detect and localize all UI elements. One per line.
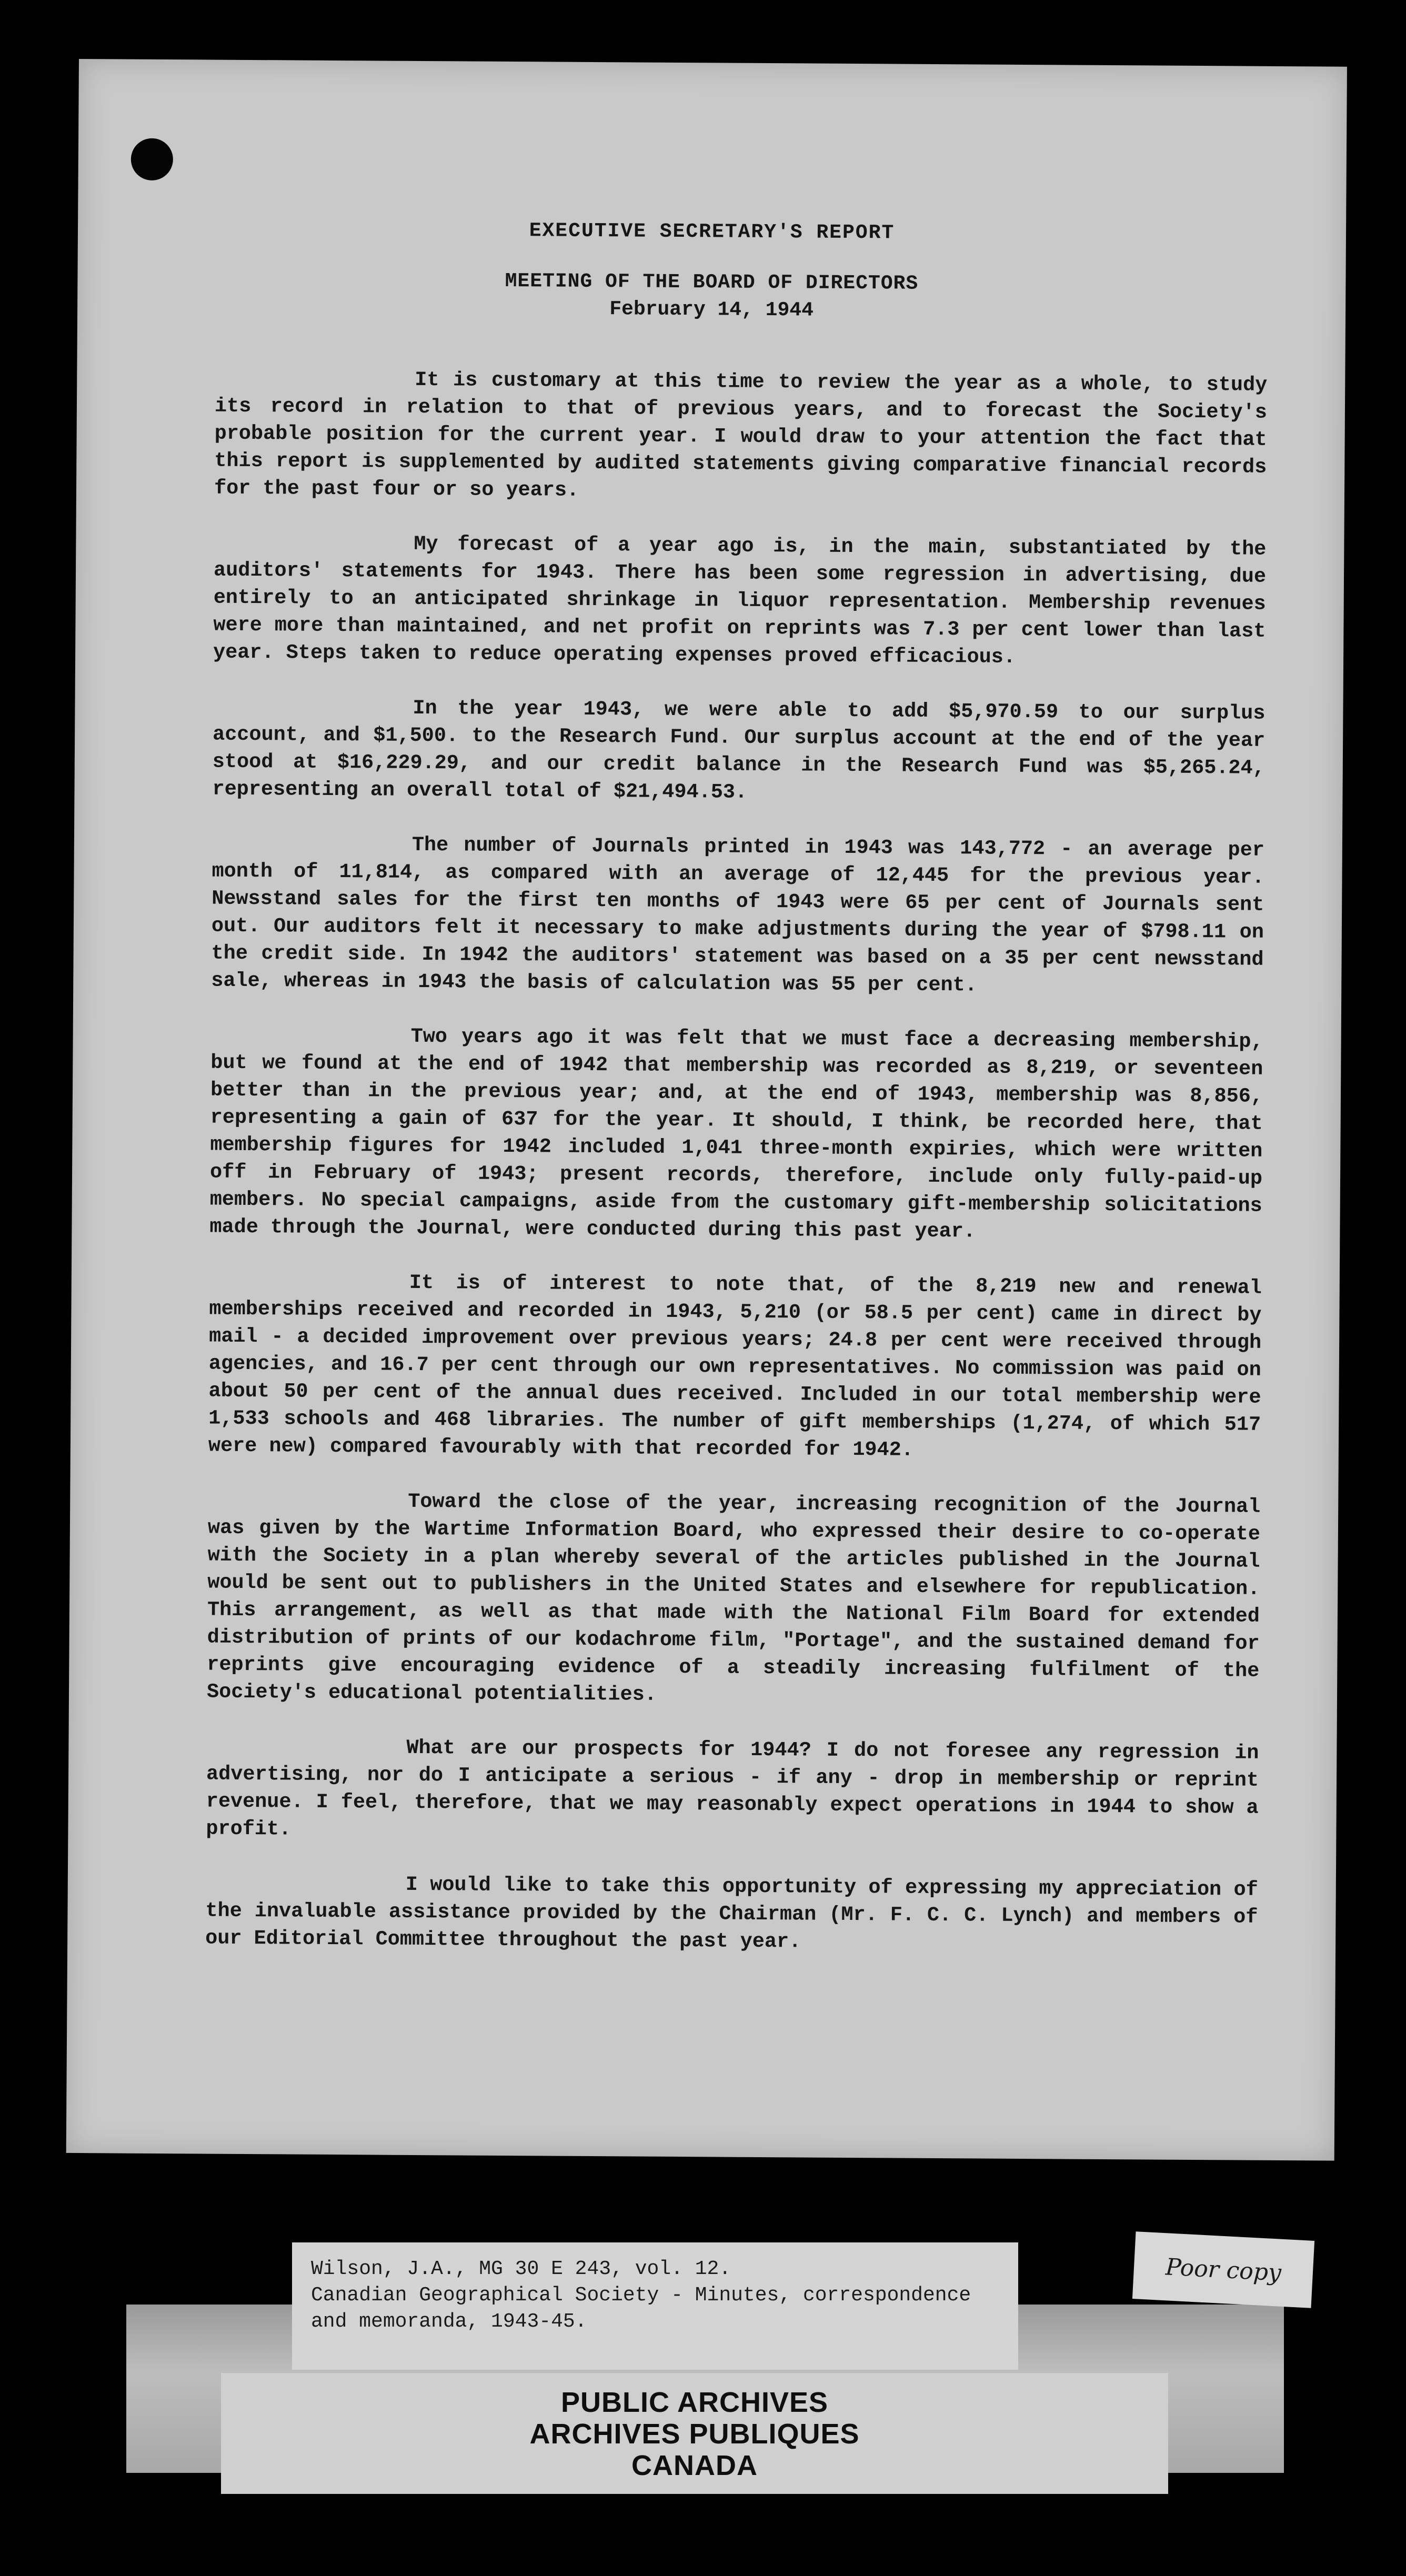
stamp-line: ARCHIVES PUBLIQUES <box>529 2418 860 2450</box>
archive-label-line: Wilson, J.A., MG 30 E 243, vol. 12. <box>311 2258 731 2280</box>
report-title: EXECUTIVE SECRETARY'S REPORT <box>529 219 895 245</box>
paragraph: The number of Journals printed in 1943 was 143,772 - an average per month of 11,814, as compared with an average of 12,445 for the previous year. Newsstand sales for the first ten months of 1943 were 65 per cent of Journals sent out. Our auditors felt it necessary to make adjustments during the year of $798.11 on the credit side. In 1942 the auditors' statement was based on a 35 per cent newsstand sale, whereas in 1943 the basis of calculation was 55 per cent. <box>211 833 1264 997</box>
meeting-heading: MEETING OF THE BOARD OF DIRECTORS <box>505 269 919 295</box>
report-body <box>205 365 1268 1986</box>
paragraph: Toward the close of the year, increasing recognition of the Journal was given by the Wartime Information Board, who expressed their desire to co-operate with the Society in a plan whereby several of the articles published in the Journal would be sent out to publishers in the United States and elsewhere for republication. This arrangement, as well as that made with the National Film Board for extended distribution of prints of our kodachrome film, "Portage", and the sustained demand for reprints give encouraging evidence of a steadily increasing fulfilment of the Society's educational potentialities. <box>206 1490 1261 1706</box>
stamp-line: PUBLIC ARCHIVES <box>560 2387 829 2418</box>
paragraph: It is of interest to note that, of the 8,219 new and renewal memberships received and recorded in 1943, 5,210 (or 58.5 per cent) came in direct by mail - a decided improvement over previous years; 24.8 per cent were received through agencies, and 16.7 per cent through our own representatives. No commission was paid on about 50 per cent of the annual dues received. Included in our total membership were 1,533 schools and 468 libraries. The number of gift memberships (1,274, of which 517 were new) compared favourably with that recorded for 1942. <box>208 1271 1262 1462</box>
paragraph: What are our prospects for 1944? I do not foresee any regression in advertising, nor do I anticipate a serious - if any - drop in membership or reprint revenue. I feel, therefore, that we may reasonably expect operations in 1944 to show a profit. <box>206 1736 1259 1841</box>
poor-copy-note: Poor copy <box>1132 2231 1314 2308</box>
archive-label-line: and memoranda, 1943-45. <box>311 2310 587 2333</box>
paragraph: Two years ago it was felt that we must face a decreasing membership, but we found at the end of 1942 that membership was recorded as 8,219, or seventeen better than in the previous year; and, at the end of 1943, membership was 8,856, representing a gain of 637 for the year. It should, I think, be recorded here, that membership figures for 1942 included 1,041 three-month expiries, which were written off in February of 1943; present records, therefore, include only fully-paid-up members. No special campaigns, aside from the customary gift-membership solicitations made through the Journal, were conducted during this past year. <box>209 1024 1263 1243</box>
paragraph: It is customary at this time to review the year as a whole, to study its record in relation to that of previous years, and to forecast the Society's probable position for the current year. I would draw to your attention the fact that this report is supplemented by audited statements giving comparative financial records for the past four or so years. <box>214 368 1268 502</box>
paragraph: In the year 1943, we were able to add $5,970.59 to our surplus account, and $1,500. to the Research Fund. Our surplus account at the end of the year stood at $16,229.29, and our credit balance in the Research Fund was $5,265.24, representing an overall total of $21,494.53. <box>212 696 1266 804</box>
archive-reference-label <box>292 2242 1018 2370</box>
public-archives-stamp <box>221 2373 1168 2494</box>
paragraph: My forecast of a year ago is, in the main, substantiated by the auditors' statements for 1943. There has been some regression in advertising, due entirely to an anticipated shrinkage in liquor representation. Membership revenues were more than maintained, and net profit on reprints was 7.3 per cent lower than last year. Steps taken to reduce operating expenses proved efficacious. <box>213 532 1267 669</box>
archive-label-line: Canadian Geographical Society - Minutes, correspondence <box>311 2284 971 2307</box>
meeting-date: February 14, 1944 <box>609 298 814 322</box>
document-page <box>66 59 1347 2161</box>
paragraph: I would like to take this opportunity of expressing my appreciation of the invaluable assistance provided by the Chairman (Mr. F. C. C. Lynch) and members of our Editorial Committee throughout the past year. <box>205 1873 1258 1954</box>
stamp-line: CANADA <box>631 2450 758 2481</box>
punch-hole <box>131 138 173 180</box>
